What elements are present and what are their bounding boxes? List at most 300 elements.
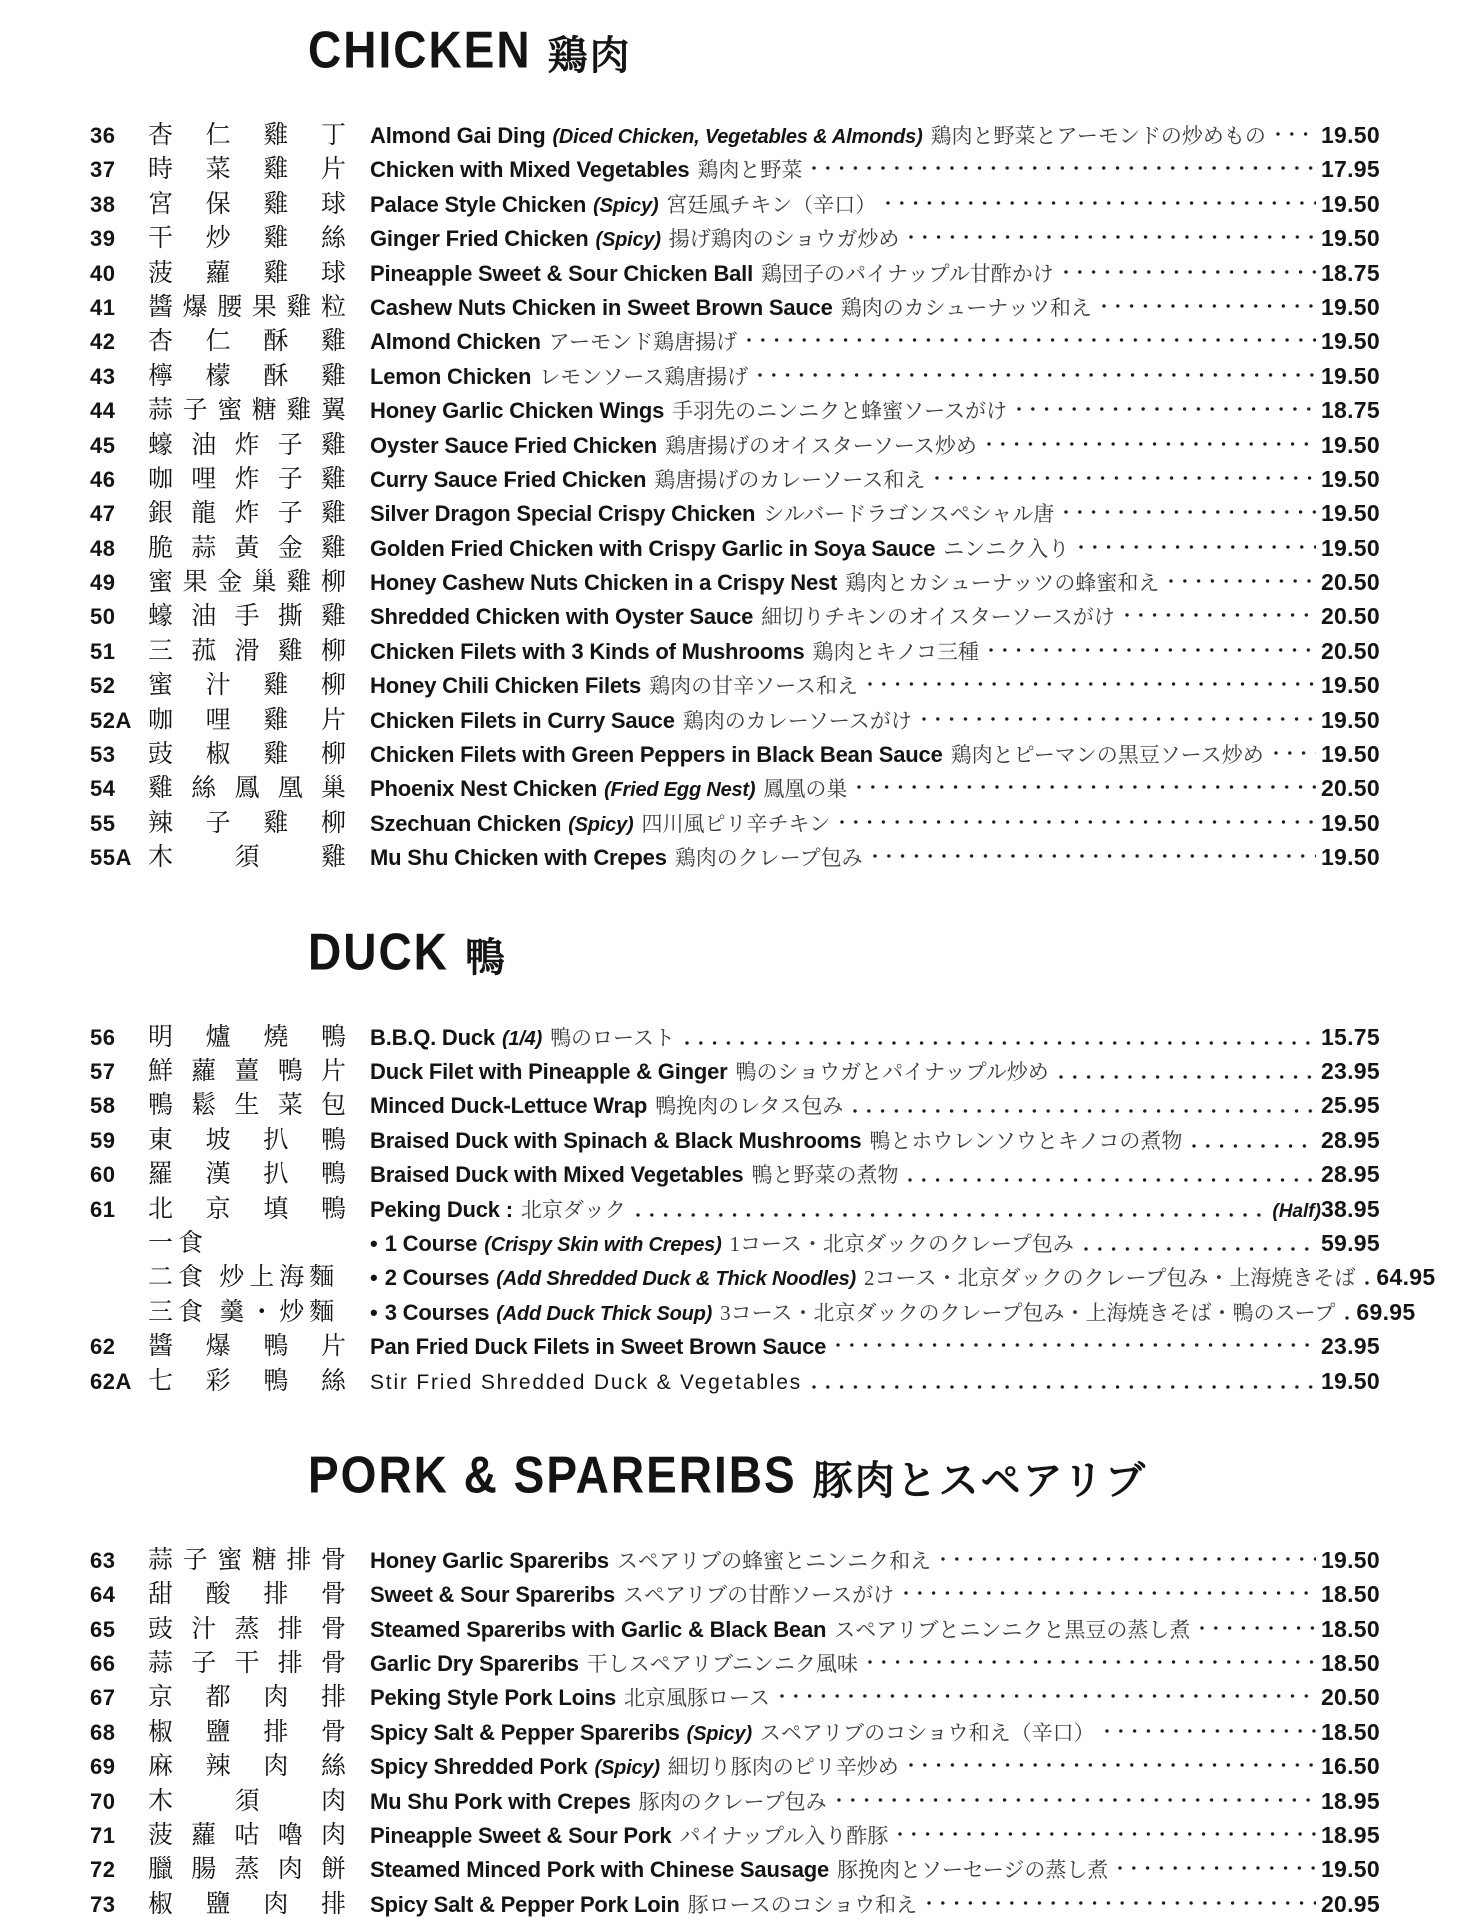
item-chinese-name: 蠔油炸子雞: [148, 431, 346, 459]
item-japanese-text: 細切りチキンのオイスターソースがけ: [761, 605, 1115, 630]
item-english-name: B.B.Q. Duck: [370, 1024, 495, 1050]
item-body: [370, 257, 1380, 288]
bullet-icon: •: [370, 1299, 378, 1325]
menu-item-row: [90, 1261, 1436, 1295]
item-japanese-text: 宮廷風チキン（辛口）: [666, 192, 877, 217]
item-english-name: Steamed Minced Pork with Chinese Sausage: [370, 1857, 830, 1883]
menu-item-row: [90, 1124, 1380, 1158]
item-english-name: Oyster Sauce Fried Chicken: [370, 432, 658, 458]
item-japanese-text: シルバードラゴンスペシャル唐: [763, 502, 1055, 527]
item-price-wrap: [1321, 156, 1380, 183]
item-chinese-name: 蒜子蜜糖排骨: [148, 1546, 346, 1574]
item-number: 62: [90, 1334, 116, 1360]
item-price-wrap: [1321, 1719, 1380, 1746]
menu-item-row: [90, 1853, 1380, 1887]
item-body: [370, 738, 1380, 769]
item-japanese-text: 細切り豚肉のピリ辛炒め: [667, 1755, 899, 1780]
item-english-name: Pineapple Sweet & Sour Chicken Ball: [370, 260, 753, 286]
dotted-leader: [1103, 1716, 1316, 1740]
item-chinese-name: 蠔油手撕雞: [148, 603, 346, 631]
item-body: [370, 1227, 1380, 1258]
item-english-name: Spicy Salt & Pepper Spareribs: [370, 1719, 680, 1745]
item-number: 45: [90, 432, 116, 458]
item-number: 46: [90, 466, 116, 492]
item-body: [370, 188, 1380, 219]
item-english-name: Curry Sauce Fried Chicken: [370, 466, 647, 492]
item-number: 50: [90, 604, 116, 630]
item-price: 19.50: [1320, 741, 1380, 768]
item-japanese-text: スペアリブの甘酢ソースがけ: [623, 1583, 895, 1608]
item-body: [370, 1089, 1380, 1120]
menu-item-row: [90, 394, 1380, 428]
item-price: 16.50: [1320, 1753, 1380, 1780]
item-price: 19.50: [1320, 362, 1380, 389]
item-chinese-name: 干炒雞絲: [148, 225, 346, 253]
menu-item-row: [90, 257, 1380, 291]
item-english-name: Shredded Chicken with Oyster Sauce: [370, 604, 754, 630]
item-japanese-text: 鶏肉とピーマンの黒豆ソース炒め: [950, 743, 1264, 768]
item-number: 38: [90, 191, 116, 217]
dotted-leader: [866, 1647, 1316, 1671]
menu-item-row: [90, 188, 1380, 222]
dotted-leader: [810, 153, 1316, 177]
section-title-english: CHICKEN: [308, 20, 532, 79]
menu-item-row: [90, 360, 1380, 394]
item-chinese-name: 東坡扒鴨: [148, 1126, 346, 1154]
item-chinese-name: 豉汁蒸排骨: [148, 1615, 346, 1643]
dotted-leader: [1272, 738, 1316, 762]
item-japanese-text: 3コース・北京ダックのクレープ包み・上海焼きそば・鴨のスープ: [720, 1300, 1336, 1325]
item-price-wrap: [1321, 225, 1380, 252]
dotted-leader: [851, 1089, 1316, 1113]
item-number: 53: [90, 742, 116, 768]
section-header: [308, 20, 1380, 92]
item-body: [370, 1681, 1380, 1712]
item-price-wrap: [1321, 672, 1380, 699]
item-english-name: Lemon Chicken: [370, 363, 532, 389]
item-body: [370, 153, 1380, 184]
item-chinese-name: 咖哩雞片: [148, 706, 346, 734]
item-chinese-name: 鮮蘿薑鴨片: [148, 1057, 346, 1085]
item-body: [370, 1853, 1380, 1884]
item-price-wrap: [1321, 844, 1380, 871]
item-price-wrap: [1321, 328, 1380, 355]
item-price-wrap: [1321, 1581, 1380, 1608]
menu-item-row: [90, 635, 1380, 669]
item-price-wrap: [1321, 1684, 1380, 1711]
dotted-leader: [1198, 1613, 1316, 1637]
item-price-wrap: [1321, 1161, 1380, 1188]
dotted-leader: [866, 669, 1316, 693]
item-japanese-text: 鶏唐揚げのカレーソース和え: [654, 467, 926, 492]
item-chinese-name: 杏仁雞丁: [148, 122, 346, 149]
item-body: [370, 1365, 1380, 1395]
item-number: 57: [90, 1058, 116, 1084]
item-chinese-name: 蜜汁雞柳: [148, 672, 346, 700]
item-number: 43: [90, 363, 116, 389]
menu-item-row: [90, 325, 1380, 359]
item-price: 38.95: [1320, 1195, 1380, 1222]
dotted-leader: [925, 1888, 1316, 1912]
item-japanese-text: アーモンド鶏唐揚げ: [548, 330, 738, 355]
dotted-leader: [1123, 600, 1316, 624]
item-price: 19.50: [1320, 328, 1380, 355]
item-price-wrap: [1321, 260, 1380, 287]
item-japanese-text: 鴨のショウガとパイナップル炒め: [735, 1059, 1049, 1084]
item-note: (Spicy): [568, 813, 634, 836]
item-chinese-name: 雞絲鳳凰巢: [148, 775, 346, 803]
item-body: [370, 772, 1380, 803]
item-price: 18.95: [1320, 1787, 1380, 1814]
menu-item-row: [90, 1613, 1380, 1647]
dotted-leader: [1062, 497, 1316, 521]
dotted-leader: [1343, 1296, 1351, 1320]
item-chinese-name: 醬爆腰果雞粒: [148, 293, 346, 321]
item-price: 69.95: [1356, 1298, 1416, 1325]
item-number: 44: [90, 398, 116, 424]
item-chinese-name: 宮保雞球: [148, 190, 346, 218]
item-price-wrap: [1321, 638, 1380, 665]
item-chinese-name: 一食: [148, 1229, 209, 1257]
item-chinese-name: 檸檬酥雞: [148, 362, 346, 390]
menu-item-row: [90, 807, 1380, 841]
menu-item-row: [90, 1888, 1380, 1922]
item-chinese-name: 咖哩炸子雞: [148, 465, 346, 493]
item-chinese-name: 銀龍炸子雞: [148, 500, 346, 528]
item-body: [370, 841, 1380, 872]
item-chinese-name: 北京填鴨: [148, 1195, 346, 1223]
item-note: (Spicy): [686, 1722, 752, 1745]
item-note: (Spicy): [593, 194, 659, 217]
item-body: [370, 1750, 1380, 1781]
item-price: 20.50: [1320, 775, 1380, 802]
section-header: [308, 922, 1380, 994]
menu-item-row: [90, 1089, 1380, 1123]
item-chinese-name: 鴨鬆生菜包: [148, 1092, 346, 1120]
item-japanese-text: スペアリブの蜂蜜とニンニク和え: [616, 1548, 932, 1573]
item-chinese-name: 三菰滑雞柳: [148, 637, 346, 665]
item-japanese-text: 鶏唐揚げのオイスターソース炒め: [665, 433, 977, 458]
menu-item-row: [90, 1296, 1416, 1330]
item-price-wrap: [1321, 432, 1380, 459]
item-body: [370, 1296, 1416, 1327]
dotted-leader: [884, 188, 1316, 212]
item-japanese-text: 北京ダック: [520, 1197, 626, 1222]
item-body: [370, 704, 1380, 735]
item-chinese-name: 辣子雞柳: [148, 809, 346, 837]
menu-item-row: [90, 669, 1380, 703]
item-price-wrap: [1321, 810, 1380, 837]
item-price: 15.75: [1320, 1023, 1380, 1050]
menu-item-row: [90, 1193, 1380, 1227]
item-number: 71: [90, 1823, 116, 1849]
item-japanese-text: 2コース・北京ダックのクレープ包み・上海焼きそば: [864, 1266, 1356, 1291]
item-price: 19.50: [1320, 844, 1380, 871]
dotted-leader: [907, 1750, 1316, 1774]
section-header: [308, 1445, 1380, 1517]
item-english-name: Mu Shu Pork with Crepes: [370, 1788, 631, 1814]
dotted-leader: [1363, 1261, 1371, 1285]
dotted-leader: [683, 1021, 1316, 1045]
item-number: 55A: [90, 845, 132, 871]
item-price-wrap: [1321, 1891, 1380, 1918]
dotted-leader: [810, 1365, 1316, 1389]
menu-item-row: [90, 1578, 1380, 1612]
item-chinese-name: 明爐燒鴨: [148, 1023, 346, 1051]
item-body: [370, 1819, 1380, 1850]
item-chinese-name: 醬爆鴨片: [148, 1333, 346, 1361]
item-english-name: 2 Courses: [384, 1265, 490, 1291]
item-price: 64.95: [1376, 1264, 1436, 1291]
item-price: 20.50: [1320, 603, 1380, 630]
item-price-wrap: [1321, 466, 1380, 493]
item-body: [370, 807, 1380, 838]
menu-item-row: [90, 1819, 1380, 1853]
item-body: [370, 1785, 1380, 1816]
item-number: 69: [90, 1754, 116, 1780]
item-japanese-text: 四川風ピリ辛チキン: [641, 811, 831, 836]
item-number: 60: [90, 1162, 116, 1188]
item-english-name: 3 Courses: [384, 1299, 490, 1325]
item-number: 56: [90, 1024, 116, 1050]
item-body: [370, 1578, 1380, 1609]
menu-item-row: [90, 497, 1380, 531]
item-body: [370, 1193, 1380, 1224]
item-english-name: Sweet & Sour Spareribs: [370, 1582, 616, 1608]
bullet-icon: •: [370, 1230, 378, 1256]
item-price: 18.75: [1320, 397, 1380, 424]
item-body: [370, 669, 1380, 700]
item-japanese-text: 鶏団子のパイナップル甘酢かけ: [761, 261, 1054, 286]
menu-item-row: [90, 532, 1380, 566]
section-title-japanese: 鴨: [464, 935, 507, 980]
item-english-name: Chicken Filets with Green Peppers in Black Bean Sauce: [370, 742, 943, 768]
item-body: [370, 119, 1380, 150]
item-japanese-text: 鴨のロースト: [550, 1025, 676, 1050]
item-body: [370, 291, 1380, 322]
item-body: [370, 394, 1380, 425]
dotted-leader: [834, 1330, 1316, 1354]
item-price: 19.50: [1320, 1367, 1380, 1394]
item-body: [370, 1124, 1380, 1155]
item-english-name: Garlic Dry Spareribs: [370, 1651, 579, 1677]
item-japanese-text: 北京風豚ロース: [624, 1686, 770, 1711]
menu-item-row: [90, 153, 1380, 187]
item-price: 19.50: [1320, 293, 1380, 320]
item-japanese-text: 1コース・北京ダックのクレープ包み: [729, 1231, 1074, 1256]
menu-item-row: [90, 1785, 1380, 1819]
item-japanese-text: 鶏肉のカレーソースがけ: [682, 708, 912, 733]
item-note: (Crispy Skin with Crepes): [484, 1233, 722, 1256]
item-chinese-name: 京都肉排: [148, 1684, 346, 1712]
item-number: 49: [90, 570, 116, 596]
item-body: [370, 463, 1380, 494]
item-body: [370, 532, 1380, 563]
item-price-wrap: [1321, 535, 1380, 562]
item-number: 55: [90, 810, 116, 836]
item-japanese-text: 干しスペアリブニンニク風味: [586, 1652, 858, 1677]
item-price-wrap: [1321, 122, 1380, 149]
item-body: [370, 497, 1380, 528]
item-price-wrap: [1376, 1264, 1435, 1291]
menu-item-row: [90, 738, 1380, 772]
item-japanese-text: 鴨と野菜の煮物: [751, 1163, 899, 1188]
item-price: 20.95: [1320, 1890, 1380, 1917]
item-number: 62A: [90, 1368, 132, 1394]
item-price: 19.50: [1320, 122, 1380, 148]
item-price: 18.95: [1320, 1822, 1380, 1849]
item-japanese-text: パイナップル入り酢豚: [679, 1824, 889, 1849]
item-price: 23.95: [1320, 1057, 1380, 1084]
menu-item-row: [90, 1330, 1380, 1364]
dotted-leader: [1015, 394, 1316, 418]
item-note: (Fried Egg Nest): [604, 779, 756, 802]
dotted-leader: [1274, 119, 1316, 143]
item-price-wrap: [1321, 1616, 1380, 1643]
dotted-leader: [987, 635, 1316, 659]
item-price-wrap: [1321, 741, 1380, 768]
item-japanese-text: ニンニク入り: [943, 536, 1070, 561]
item-price-wrap: [1321, 603, 1380, 630]
menu-section-duck: [90, 922, 1436, 1399]
item-price: 20.50: [1320, 1684, 1380, 1711]
menu-item-row: [90, 1750, 1380, 1784]
dotted-leader: [1116, 1853, 1316, 1877]
item-chinese-name: 菠蘿雞球: [148, 259, 346, 287]
item-japanese-text: 鴨挽肉のレタス包み: [655, 1094, 844, 1119]
item-japanese-text: 豚挽肉とソーセージの蒸し煮: [837, 1858, 1109, 1883]
item-english-name: Almond Gai Ding: [370, 123, 546, 148]
item-price-wrap: [1321, 1650, 1380, 1677]
item-price-wrap: [1321, 1856, 1380, 1883]
item-price: 19.50: [1320, 500, 1380, 527]
item-english-name: Peking Style Pork Loins: [370, 1685, 617, 1711]
item-price: 19.50: [1320, 190, 1380, 217]
item-japanese-text: 豚肉のクレープ包み: [638, 1789, 827, 1814]
menu-item-row: [90, 463, 1380, 497]
item-body: [370, 1330, 1380, 1360]
item-english-name: Silver Dragon Special Crispy Chicken: [370, 501, 756, 527]
item-english-name: Peking Duck :: [370, 1196, 513, 1222]
item-chinese-name: 木須肉: [148, 1787, 346, 1815]
item-english-name: Cashew Nuts Chicken in Sweet Brown Sauce: [370, 294, 833, 320]
dotted-leader: [634, 1193, 1267, 1217]
item-english-name: Pineapple Sweet & Sour Pork: [370, 1823, 672, 1849]
dotted-leader: [906, 1158, 1315, 1182]
item-price-wrap: [1321, 397, 1380, 424]
item-price: 25.95: [1320, 1092, 1380, 1119]
item-price: 18.50: [1320, 1650, 1380, 1677]
item-english-name: Szechuan Chicken: [370, 810, 562, 836]
item-chinese-name: 豉椒雞柳: [148, 741, 346, 769]
item-note: (Spicy): [595, 229, 661, 252]
item-body: [370, 635, 1380, 666]
menu-item-row: [90, 1716, 1380, 1750]
dotted-leader: [756, 360, 1316, 384]
item-chinese-name: 木須雞: [148, 844, 346, 872]
item-body: [370, 566, 1380, 597]
section-title-japanese: 鶏肉: [547, 34, 632, 78]
item-japanese-text: スペアリブとニンニクと黒豆の蒸し煮: [834, 1617, 1191, 1642]
item-english-name: Stir Fried Shredded Duck & Vegetables: [370, 1370, 802, 1394]
item-number: 40: [90, 260, 116, 286]
item-body: [370, 1261, 1436, 1292]
item-body: [370, 1888, 1380, 1919]
item-price: 19.50: [1320, 672, 1380, 699]
item-english-name: Honey Chili Chicken Filets: [370, 673, 642, 699]
dotted-leader: [902, 1578, 1316, 1602]
dotted-leader: [907, 222, 1316, 246]
menu-item-row: [90, 1544, 1380, 1578]
item-price-wrap: [1321, 1333, 1380, 1360]
item-price-wrap: [1321, 1753, 1380, 1780]
menu-item-row: [90, 704, 1380, 738]
menu-item-row: [90, 1647, 1380, 1681]
item-price: 19.50: [1320, 465, 1380, 492]
item-japanese-text: スペアリブのコショウ和え（辛口）: [759, 1720, 1095, 1745]
item-number: 61: [90, 1196, 116, 1222]
menu-item-row: [90, 222, 1380, 256]
item-japanese-text: 鶏肉の甘辛ソース和え: [649, 674, 859, 699]
item-chinese-name: 臘腸蒸肉餅: [148, 1856, 346, 1884]
item-body: [370, 360, 1380, 391]
item-note: (Add Duck Thick Soup): [496, 1302, 713, 1325]
item-english-name: Palace Style Chicken: [370, 191, 587, 217]
menu-item-row: [90, 429, 1380, 463]
item-body: [370, 222, 1380, 253]
dotted-leader: [838, 807, 1316, 831]
item-number: 68: [90, 1719, 116, 1745]
item-price-wrap: [1321, 1822, 1380, 1849]
item-number: 51: [90, 638, 116, 664]
item-number: 48: [90, 535, 116, 561]
item-number: 42: [90, 329, 116, 355]
item-note: (Diced Chicken, Vegetables & Almonds): [552, 126, 923, 148]
item-price-wrap: [1321, 775, 1380, 802]
dotted-leader: [745, 325, 1316, 349]
item-body: [370, 429, 1380, 460]
item-price-wrap: [1321, 1230, 1380, 1257]
item-chinese-name: 椒鹽肉排: [148, 1890, 346, 1918]
item-body: [370, 1716, 1380, 1747]
item-price: 23.95: [1320, 1333, 1380, 1360]
item-english-name: Duck Filet with Pineapple & Ginger: [370, 1058, 728, 1084]
item-price: 18.50: [1320, 1581, 1380, 1608]
item-number: 37: [90, 157, 116, 183]
item-price-wrap: [1321, 1024, 1380, 1051]
item-chinese-name: 三食 羹・炒麵: [148, 1298, 340, 1326]
item-note: (1/4): [501, 1027, 543, 1050]
dotted-leader: [855, 772, 1316, 796]
item-english-name: Steamed Spareribs with Garlic & Black Bean: [370, 1616, 827, 1642]
item-japanese-text: 手羽先のニンニクと蜂蜜ソースがけ: [672, 399, 1008, 424]
item-english-name: 1 Course: [384, 1230, 478, 1256]
item-price-wrap: [1272, 1196, 1380, 1223]
item-number: 66: [90, 1651, 116, 1677]
item-price: 18.50: [1320, 1718, 1380, 1745]
item-price: 18.50: [1320, 1615, 1380, 1642]
section-title-english: PORK & SPARERIBS: [308, 1445, 797, 1504]
item-japanese-text: 鶏肉と野菜とアーモンドの炒めもの: [930, 124, 1266, 148]
menu-item-row: [90, 1158, 1380, 1192]
item-note: (Spicy): [594, 1757, 660, 1780]
item-price: 28.95: [1320, 1126, 1380, 1153]
item-japanese-text: 鳳凰の巣: [763, 777, 848, 802]
item-japanese-text: 鶏肉と野菜: [697, 158, 803, 183]
dotted-leader: [920, 704, 1316, 728]
item-price: 19.50: [1320, 1546, 1380, 1573]
item-number: 36: [90, 123, 116, 148]
